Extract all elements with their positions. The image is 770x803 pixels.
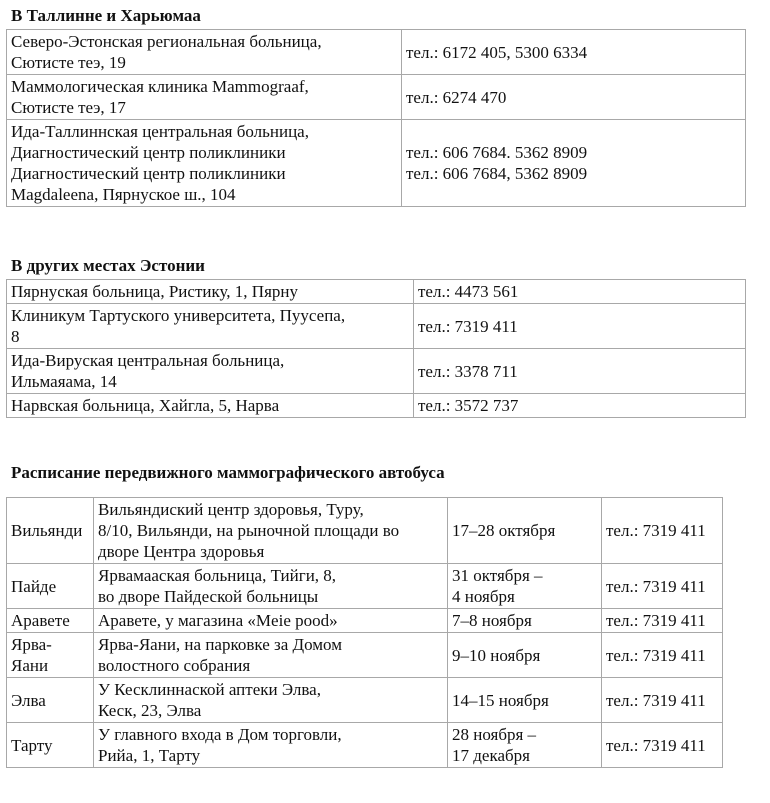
phone-line: тел.: 606 7684. 5362 8909 xyxy=(406,143,588,162)
phone-line: тел.: 7319 411 xyxy=(606,735,706,755)
clinic-name-cell xyxy=(7,349,414,394)
clinic-name-line: Ида-Вируская центральная больница, xyxy=(11,351,285,370)
table-row xyxy=(7,304,746,349)
phone-line: тел.: 7319 411 xyxy=(606,576,706,596)
phone-line: тел.: 3572 737 xyxy=(418,396,519,415)
clinic-name-line: Маммологическая клиника Mammograaf, xyxy=(11,77,309,96)
phone-cell xyxy=(602,678,723,723)
clinic-table-tallinn xyxy=(6,29,746,207)
dates-line: 9–10 ноября xyxy=(452,645,541,665)
place-line: волостного собрания xyxy=(98,656,251,675)
clinic-name-line: Нарвская больница, Хайгла, 5, Нарва xyxy=(11,396,280,415)
clinic-name-line: Пярнуская больница, Ристику, 1, Пярну xyxy=(11,282,298,301)
place-line: во дворе Пайдеской больницы xyxy=(98,587,319,606)
clinic-address-line: Ильмаяама, 14 xyxy=(11,372,117,391)
phone-cell xyxy=(414,304,746,349)
clinic-address-line: Сютисте теэ, 17 xyxy=(11,98,126,117)
dates-line: 31 октября – xyxy=(452,566,543,585)
place-line: У главного входа в Дом торговли, xyxy=(98,725,342,744)
clinic-name-cell xyxy=(7,120,402,207)
place-line: 8/10, Вильянди, на рыночной площади во xyxy=(98,521,400,540)
clinic-name-line: Диагностический центр поликлиники xyxy=(11,143,286,162)
clinic-address-line: 8 xyxy=(11,327,20,346)
clinic-table-other xyxy=(6,279,746,418)
phone-line: тел.: 4473 561 xyxy=(418,282,519,301)
phone-line: тел.: 606 7684, 5362 8909 xyxy=(406,164,588,183)
section-heading: В других местах Эстонии xyxy=(11,256,205,275)
section-heading: В Таллинне и Харьюмаа xyxy=(11,6,201,25)
phone-line: тел.: 7319 411 xyxy=(418,316,518,336)
place-line: Ярва-Яани, на парковке за Домом xyxy=(98,635,342,654)
dates-line: 4 ноября xyxy=(452,587,515,606)
table-row xyxy=(7,564,723,609)
city-line: Аравете xyxy=(11,611,70,630)
city-cell xyxy=(7,498,94,564)
phone-cell xyxy=(402,75,746,120)
phone-cell xyxy=(602,723,723,768)
section-other-estonia xyxy=(6,256,746,418)
place-line: Рийа, 1, Тарту xyxy=(98,746,201,765)
clinic-name-line: Северо-Эстонская региональная больница, xyxy=(11,32,322,51)
table-row xyxy=(7,498,723,564)
dates-cell xyxy=(448,678,602,723)
table-row xyxy=(7,75,746,120)
phone-cell xyxy=(602,564,723,609)
table-row xyxy=(7,633,723,678)
phone-cell xyxy=(602,609,723,633)
place-line: У Кесклиннаской аптеки Элва, xyxy=(98,680,321,699)
clinic-name-cell xyxy=(7,394,414,418)
table-row xyxy=(7,30,746,75)
bus-schedule-table xyxy=(6,497,723,768)
section-mobile-bus-schedule xyxy=(6,463,723,768)
place-cell xyxy=(94,633,448,678)
phone-line: тел.: 7319 411 xyxy=(606,521,706,540)
city-line: Тарту xyxy=(11,735,53,755)
phone-cell xyxy=(602,498,723,564)
section-heading: Расписание передвижного маммографического автобуса xyxy=(11,463,445,482)
dates-cell xyxy=(448,723,602,768)
place-line: Кеск, 23, Элва xyxy=(98,701,202,720)
city-cell xyxy=(7,723,94,768)
table-row xyxy=(7,723,723,768)
city-line: Элва xyxy=(11,690,46,710)
table-row xyxy=(7,394,746,418)
dates-line: 28 ноября – xyxy=(452,725,537,744)
clinic-name-line: Ида-Таллиннская центральная больница, xyxy=(11,122,309,141)
dates-cell xyxy=(448,564,602,609)
clinic-name-cell xyxy=(7,304,414,349)
place-line: дворе Центра здоровья xyxy=(98,542,265,561)
city-line: Вильянди xyxy=(11,521,83,540)
phone-line: тел.: 6172 405, 5300 6334 xyxy=(406,42,588,62)
table-row xyxy=(7,349,746,394)
place-cell xyxy=(94,723,448,768)
dates-line: 17–28 октября xyxy=(452,521,556,540)
phone-cell xyxy=(414,394,746,418)
clinic-name-line: Клиникум Тартуского университета, Пуусепа, xyxy=(11,306,346,325)
city-cell xyxy=(7,678,94,723)
phone-cell xyxy=(414,349,746,394)
phone-line: тел.: 6274 470 xyxy=(406,87,507,107)
dates-line: 14–15 ноября xyxy=(452,690,549,710)
clinic-name-line: Диагностический центр поликлиники xyxy=(11,164,286,183)
place-cell xyxy=(94,564,448,609)
phone-cell xyxy=(402,120,746,207)
place-line: Вильяндиский центр здоровья, Туру, xyxy=(98,500,364,519)
place-line: Аравете, у магазина «Meie pood» xyxy=(98,611,338,630)
phone-cell xyxy=(402,30,746,75)
place-line: Ярвамааская больница, Тийги, 8, xyxy=(98,566,337,585)
dates-line: 7–8 ноября xyxy=(452,611,532,630)
phone-cell xyxy=(414,280,746,304)
dates-cell xyxy=(448,609,602,633)
table-row xyxy=(7,609,723,633)
place-cell xyxy=(94,609,448,633)
phone-line: тел.: 3378 711 xyxy=(418,361,518,381)
table-row xyxy=(7,280,746,304)
city-cell xyxy=(7,633,94,678)
city-line: Ярва- xyxy=(11,635,52,654)
clinic-address-line: Сютисте теэ, 19 xyxy=(11,53,126,72)
city-line: Яани xyxy=(11,656,49,675)
table-row xyxy=(7,120,746,207)
city-line: Пайде xyxy=(11,576,57,596)
section-tallinn-harjumaa xyxy=(6,6,746,207)
city-cell xyxy=(7,609,94,633)
dates-line: 17 декабря xyxy=(452,746,530,765)
clinic-name-cell xyxy=(7,280,414,304)
phone-line: тел.: 7319 411 xyxy=(606,611,706,630)
table-row xyxy=(7,678,723,723)
place-cell xyxy=(94,498,448,564)
phone-line: тел.: 7319 411 xyxy=(606,645,706,665)
place-cell xyxy=(94,678,448,723)
dates-cell xyxy=(448,498,602,564)
city-cell xyxy=(7,564,94,609)
phone-line: тел.: 7319 411 xyxy=(606,690,706,710)
clinic-address-line: Magdaleena, Пярнуское ш., 104 xyxy=(11,185,236,204)
clinic-name-cell xyxy=(7,75,402,120)
dates-cell xyxy=(448,633,602,678)
phone-cell xyxy=(602,633,723,678)
clinic-name-cell xyxy=(7,30,402,75)
